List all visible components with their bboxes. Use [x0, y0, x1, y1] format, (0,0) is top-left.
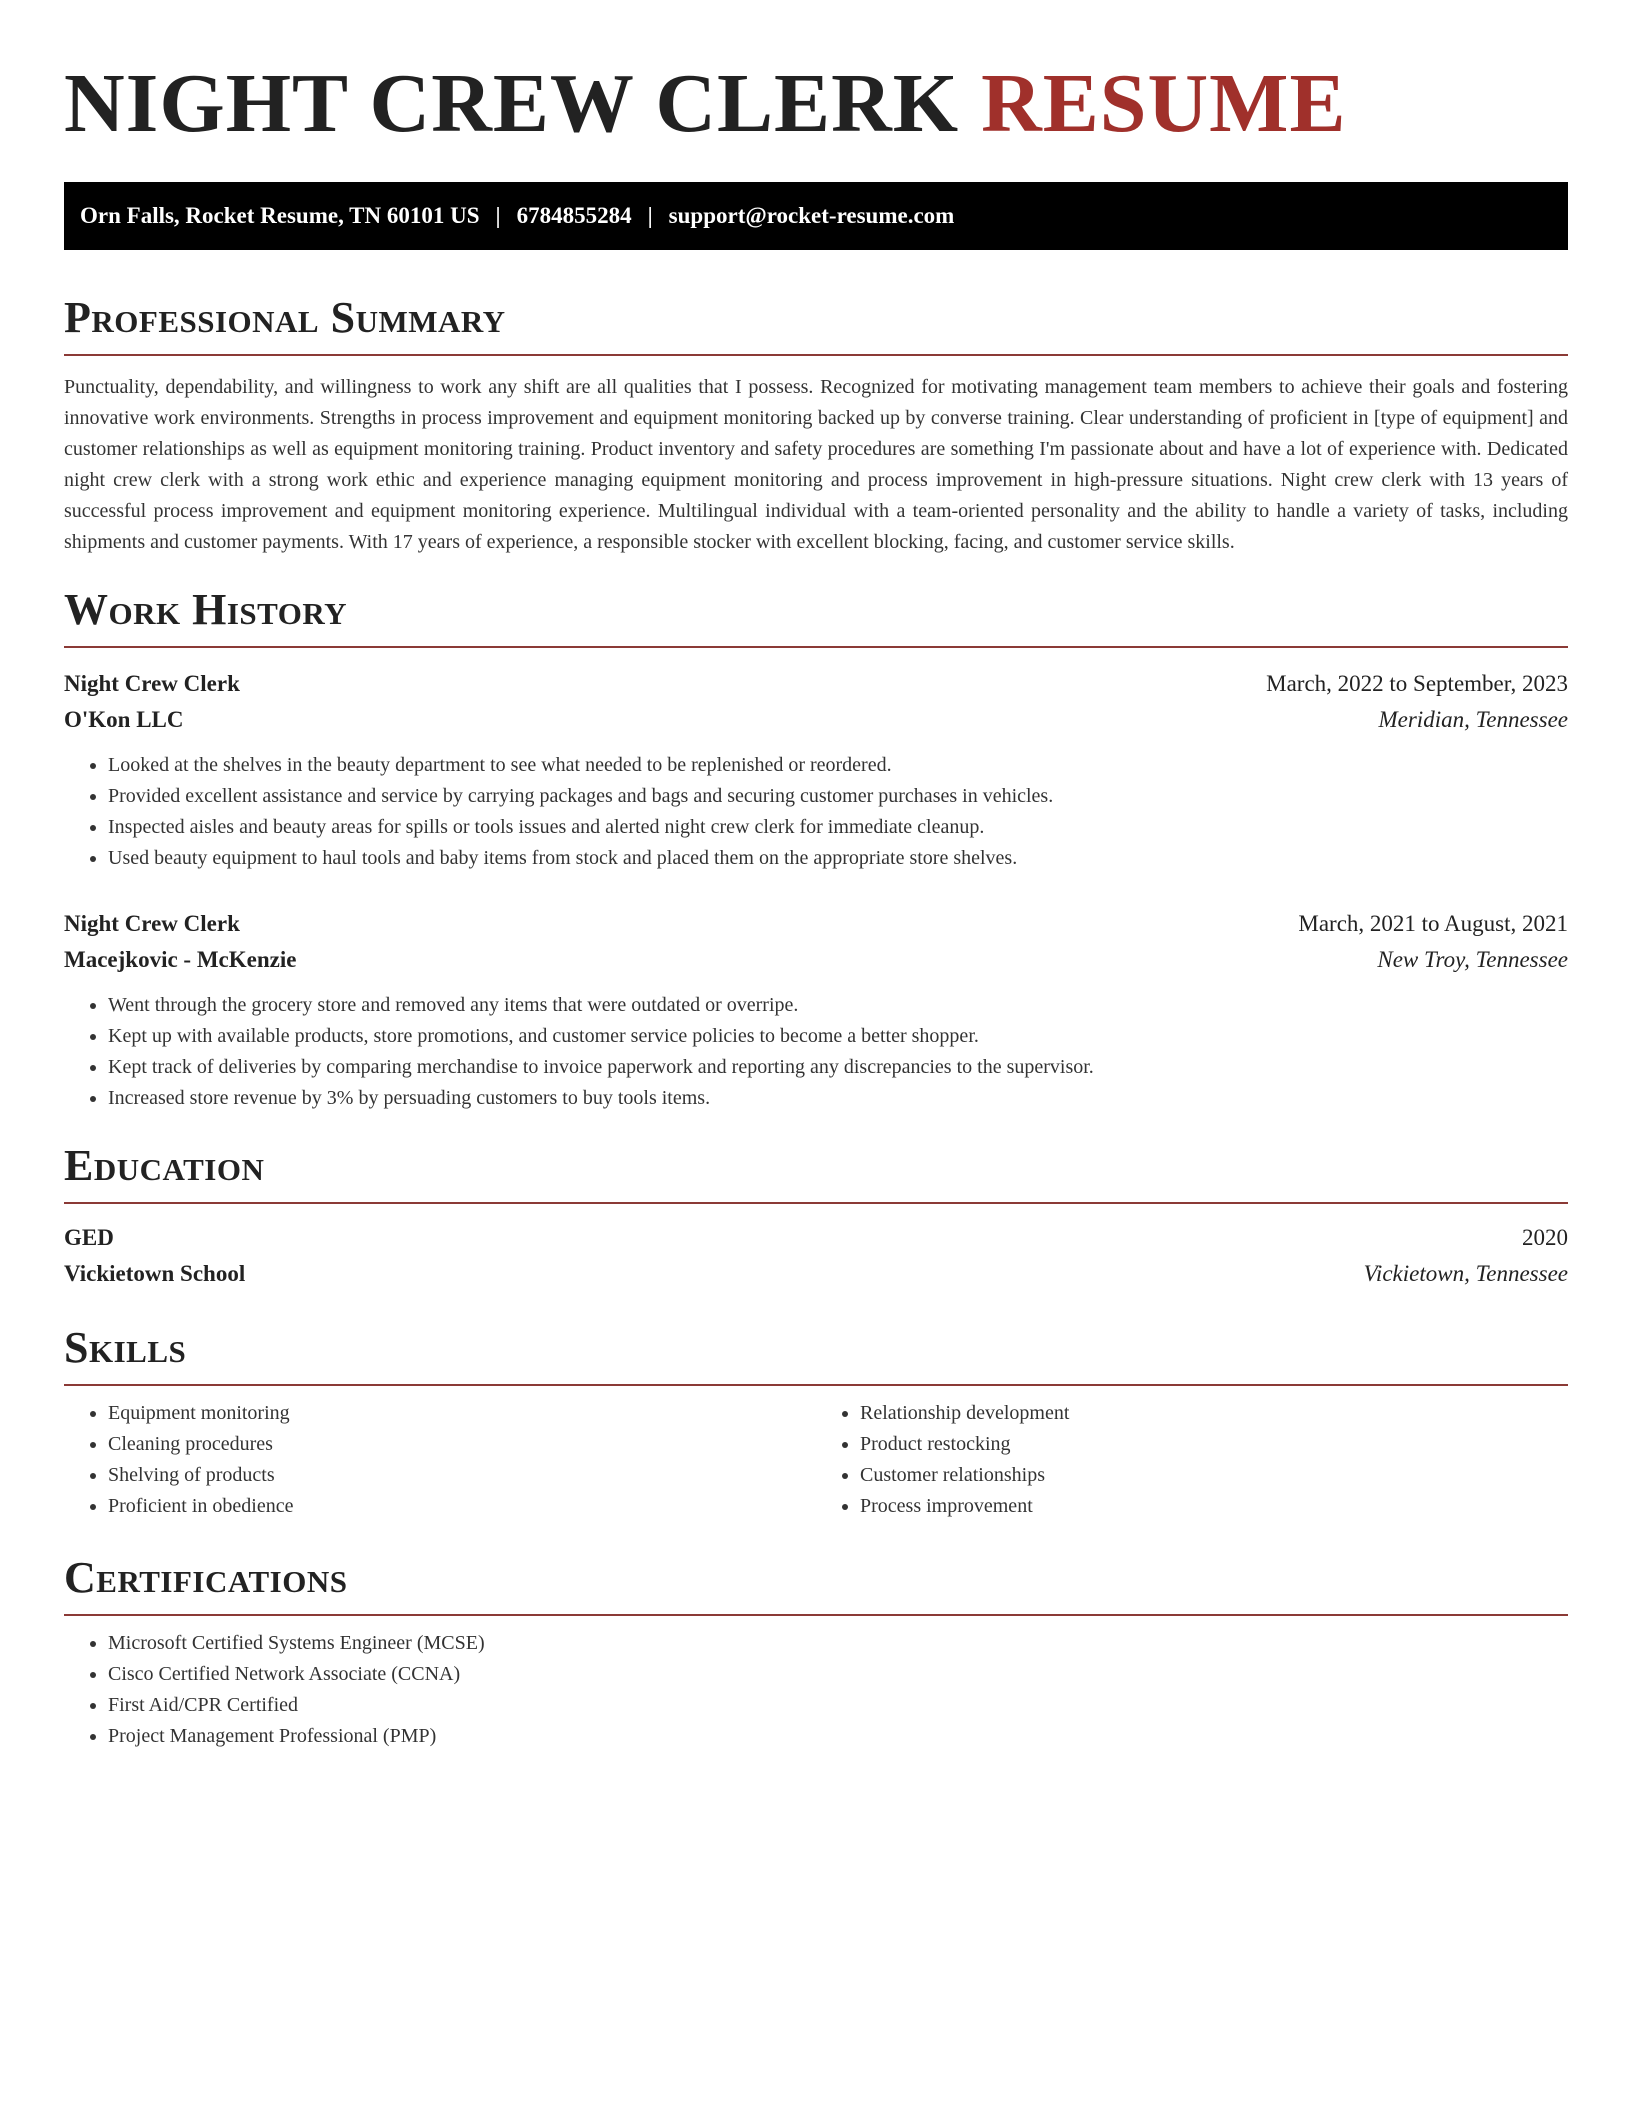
contact-email[interactable]: support@rocket-resume.com — [668, 203, 955, 228]
education-section — [64, 1141, 1568, 1292]
title-accent: RESUME — [981, 57, 1347, 150]
job-entry — [64, 666, 1568, 874]
summary-section — [64, 293, 1568, 558]
skill-item: • Cleaning procedures — [108, 1429, 816, 1460]
job-title: Night Crew Clerk — [64, 911, 240, 936]
job-bullet: • Kept up with available products, store promotions, and customer service policies to become a better shopper. — [108, 1021, 1568, 1052]
job-bullet: • Kept track of deliveries by comparing merchandise to invoice paperwork and reporting any discrepancies to the supervisor. — [108, 1052, 1568, 1083]
job-bullet: • Used beauty equipment to haul tools and baby items from stock and placed them on the appropriate store shelves. — [108, 843, 1568, 874]
certification-item: • First Aid/CPR Certified — [108, 1690, 1568, 1721]
job-dates: March, 2022 to September, 2023 — [1266, 671, 1568, 696]
education-heading: Education — [64, 1144, 1568, 1204]
job-bullet: • Provided excellent assistance and service by carrying packages and bags and securing customer purchases in vehicles. — [108, 781, 1568, 812]
job-company: Macejkovic - McKenzie — [64, 947, 297, 972]
contact-address: Orn Falls, Rocket Resume, TN 60101 US — [80, 203, 480, 228]
job-location: Meridian, Tennessee — [1378, 707, 1568, 732]
resume-title — [64, 57, 1568, 150]
job-location: New Troy, Tennessee — [1377, 947, 1568, 972]
job-bullet: • Looked at the shelves in the beauty department to see what needed to be replenished or reordered. — [108, 750, 1568, 781]
summary-heading: Professional Summary — [64, 296, 1568, 356]
certification-item: • Cisco Certified Network Associate (CCNA) — [108, 1659, 1568, 1690]
education-year: 2020 — [1522, 1225, 1568, 1250]
contact-separator: | — [647, 203, 653, 228]
education-location: Vickietown, Tennessee — [1363, 1261, 1568, 1286]
certifications-heading: Certifications — [64, 1556, 1568, 1616]
skill-item: • Product restocking — [860, 1429, 1568, 1460]
title-main: NIGHT CREW CLERK — [64, 57, 982, 150]
certifications-section — [64, 1553, 1568, 1752]
skills-list-right — [816, 1398, 1568, 1522]
skills-columns — [64, 1398, 1568, 1522]
job-bullet: • Increased store revenue by 3% by persuading customers to buy tools items. — [108, 1083, 1568, 1114]
job-bullet: • Went through the grocery store and removed any items that were outdated or overripe. — [108, 990, 1568, 1021]
job-title: Night Crew Clerk — [64, 671, 240, 696]
skill-item: • Process improvement — [860, 1491, 1568, 1522]
summary-text: Punctuality, dependability, and willingness to work any shift are all qualities that I possess. Recognized for motivating management team members to achieve their goals and fostering innovative work environments. Strengths in process improvement and equipment monitoring backed up by converse training. Clear understanding of proficient in [type of equipment] and customer relationships as well as equipment monitoring training. Product inventory and safety procedures are something I'm passionate about and have a lot of experience with. Dedicated night crew clerk with a strong work ethic and experience managing equipment monitoring and process improvement in high-pressure situations. Night crew clerk with 13 years of successful process improvement and equipment monitoring experience. Multilingual individual with a team-oriented personality and the ability to handle a variety of tasks, including shipments and customer payments. With 17 years of experience, a responsible stocker with excellent blocking, facing, and customer service skills. — [64, 376, 1568, 553]
job-bullet: • Inspected aisles and beauty areas for spills or tools issues and alerted night crew clerk for immediate cleanup. — [108, 812, 1568, 843]
skills-list-left — [64, 1398, 816, 1522]
contact-bar — [64, 182, 1568, 250]
job-dates: March, 2021 to August, 2021 — [1298, 911, 1568, 936]
skills-heading: Skills — [64, 1326, 1568, 1386]
job-entry — [64, 906, 1568, 1114]
certification-item: • Project Management Professional (PMP) — [108, 1721, 1568, 1752]
skill-item: • Customer relationships — [860, 1460, 1568, 1491]
skill-item: • Proficient in obedience — [108, 1491, 816, 1522]
education-school: Vickietown School — [64, 1261, 246, 1286]
job-bullets — [64, 750, 1568, 874]
certifications-list — [64, 1628, 1568, 1752]
work-heading: Work History — [64, 588, 1568, 648]
education-degree: GED — [64, 1225, 114, 1250]
work-section — [64, 585, 1568, 1114]
skills-section — [64, 1323, 1568, 1522]
contact-phone[interactable]: 6784855284 — [516, 203, 632, 228]
education-entry — [64, 1220, 1568, 1292]
skill-item: • Equipment monitoring — [108, 1398, 816, 1429]
skill-item: • Relationship development — [860, 1398, 1568, 1429]
job-bullets — [64, 990, 1568, 1114]
job-company: O'Kon LLC — [64, 707, 184, 732]
certification-item: • Microsoft Certified Systems Engineer (MCSE) — [108, 1628, 1568, 1659]
skill-item: • Shelving of products — [108, 1460, 816, 1491]
contact-separator: | — [495, 203, 501, 228]
